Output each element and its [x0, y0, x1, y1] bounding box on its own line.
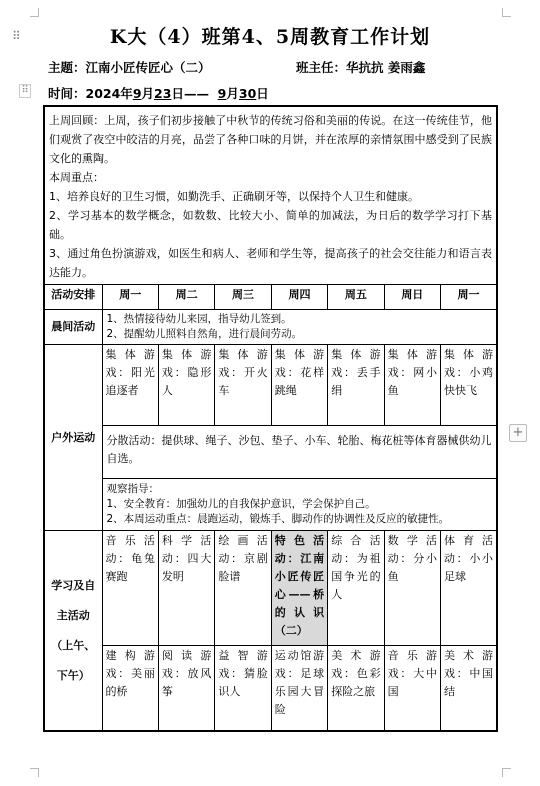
day-header: 周五	[328, 285, 384, 310]
page-corner-mark	[30, 8, 39, 17]
focus-title: 本周重点：	[49, 171, 104, 184]
schedule-label: 活动安排	[44, 285, 102, 310]
page-corner-mark	[30, 768, 39, 777]
page-corner-mark	[502, 768, 511, 777]
focus-item: 2、学习基本的数学概念，如数数、比较大小、简单的加减法，为日后的数学学习打下基础。	[49, 209, 492, 241]
drag-handle-icon[interactable]: ⠿	[12, 29, 21, 43]
plan-table	[43, 105, 498, 732]
teacher-line	[296, 58, 425, 76]
time-year: 2024年	[85, 86, 133, 101]
learning-cell: 综合活动：为祖国争光的人	[328, 531, 384, 646]
intro-cell	[44, 106, 497, 285]
learning-label-part: （上午、	[51, 638, 96, 652]
observe-title: 观察指导：	[106, 483, 159, 495]
learning-cell: 数学活动：分小鱼	[384, 531, 440, 646]
theme-value: 江南小匠传匠心（二）	[85, 60, 211, 75]
learning-label-part: 下午）	[56, 668, 90, 682]
theme-line	[48, 58, 211, 76]
outdoor-scatter-row	[44, 426, 497, 479]
outdoor-label: 户外运动	[44, 345, 102, 531]
learning-row-2	[44, 646, 497, 732]
morning-label: 晨间活动	[44, 310, 102, 345]
learning-cell: 美术游戏：色彩探险之旅	[328, 646, 384, 732]
day-header: 周日	[384, 285, 440, 310]
schedule-header-row	[44, 285, 497, 310]
learning-cell: 音乐活动：龟兔赛跑	[102, 531, 158, 646]
morning-item: 1、热情接待幼儿来园，指导幼儿签到。	[106, 313, 292, 325]
observe-item: 1、安全教育：加强幼儿的自我保护意识，学会保护自己。	[106, 498, 376, 510]
day-header: 周一	[102, 285, 158, 310]
focus-item: 3、通过角色扮演游戏，如医生和病人、老师和学生等，提高孩子的社会交往能力和语言表达能力。	[49, 247, 492, 279]
time-day-start: 23	[154, 86, 172, 101]
morning-row	[44, 310, 497, 345]
learning-cell-featured: 特色活动：江南小匠传匠心——桥的认识（二）	[271, 531, 327, 646]
page-corner-mark	[502, 8, 511, 17]
time-unit: 月	[226, 86, 239, 101]
outdoor-game-cell: 集体游戏：隐形人	[158, 345, 214, 426]
learning-cell: 绘画活动：京剧脸谱	[215, 531, 271, 646]
day-header: 周一	[441, 285, 497, 310]
learning-cell: 阅读游戏：放风筝	[158, 646, 214, 732]
time-day-end: 30	[238, 86, 257, 101]
table-handle-icon[interactable]: ⠿	[19, 84, 31, 98]
learning-row-1	[44, 531, 497, 646]
day-header: 周三	[215, 285, 271, 310]
learning-cell: 建构游戏：美丽的桥	[102, 646, 158, 732]
learning-cell: 益智游戏：猜脸识人	[215, 646, 271, 732]
time-label: 时间：	[48, 86, 86, 101]
learning-label-part: 学习及自	[51, 578, 96, 592]
outdoor-game-cell: 集体游戏：阳光追逐者	[102, 345, 158, 426]
focus-item: 1、培养良好的卫生习惯，如勤洗手、正确刷牙等，以保持个人卫生和健康。	[49, 190, 419, 203]
outdoor-game-cell: 集体游戏：小鸡快快飞	[441, 345, 497, 426]
learning-cell: 美术游戏：中国结	[441, 646, 497, 732]
review-text: 上周回顾：上周，孩子们初步接触了中秋节的传统习俗和美丽的传说。在这一传统佳节，他们观赏了夜空中皎洁的月亮，品尝了各种口味的月饼，并在浓厚的亲情氛围中感受到了民族文化的熏陶。	[49, 114, 492, 165]
morning-content	[102, 310, 497, 345]
day-header: 周二	[158, 285, 214, 310]
learning-cell: 体育活动：小小足球	[441, 531, 497, 646]
scatter-activity: 分散活动：提供球、绳子、沙包、垫子、小车、轮胎、梅花桩等体育器械供幼儿自选。	[102, 426, 497, 479]
add-column-icon[interactable]: +	[509, 424, 527, 442]
time-month-start: 9	[132, 86, 142, 101]
teacher-label: 班主任：	[296, 60, 347, 75]
time-unit: 月	[141, 86, 155, 101]
outdoor-observe-row	[44, 479, 497, 531]
time-unit: 日	[256, 86, 269, 101]
observe-guidance	[102, 479, 497, 531]
theme-label: 主题：	[48, 60, 86, 75]
outdoor-games-row	[44, 345, 497, 426]
observe-item: 2、本周运动重点：晨跑运动，锻炼手、脚动作的协调性及反应的敏捷性。	[106, 513, 450, 525]
outdoor-game-cell: 集体游戏：丢手绢	[328, 345, 384, 426]
outdoor-game-cell: 集体游戏：网小鱼	[384, 345, 440, 426]
learning-cell: 科学活动：四大发明	[158, 531, 214, 646]
teacher-value: 华抗抗 姜雨鑫	[346, 60, 426, 75]
day-header: 周四	[271, 285, 327, 310]
learning-cell: 音乐游戏：大中国	[384, 646, 440, 732]
morning-item: 2、提醒幼儿照料自然角，进行晨间劳动。	[106, 328, 303, 340]
outdoor-game-cell: 集体游戏：花样跳绳	[271, 345, 327, 426]
page-title: K大（4）班第4、5周教育工作计划	[109, 26, 431, 48]
outdoor-game-cell: 集体游戏：开火车	[215, 345, 271, 426]
learning-cell: 运动馆游戏：足球乐园大冒险	[271, 646, 327, 732]
learning-label-part: 主活动	[56, 608, 90, 622]
learning-label	[44, 531, 102, 732]
time-line	[48, 84, 269, 102]
time-separator: 日——	[171, 86, 209, 101]
time-month-end: 9	[217, 86, 227, 101]
